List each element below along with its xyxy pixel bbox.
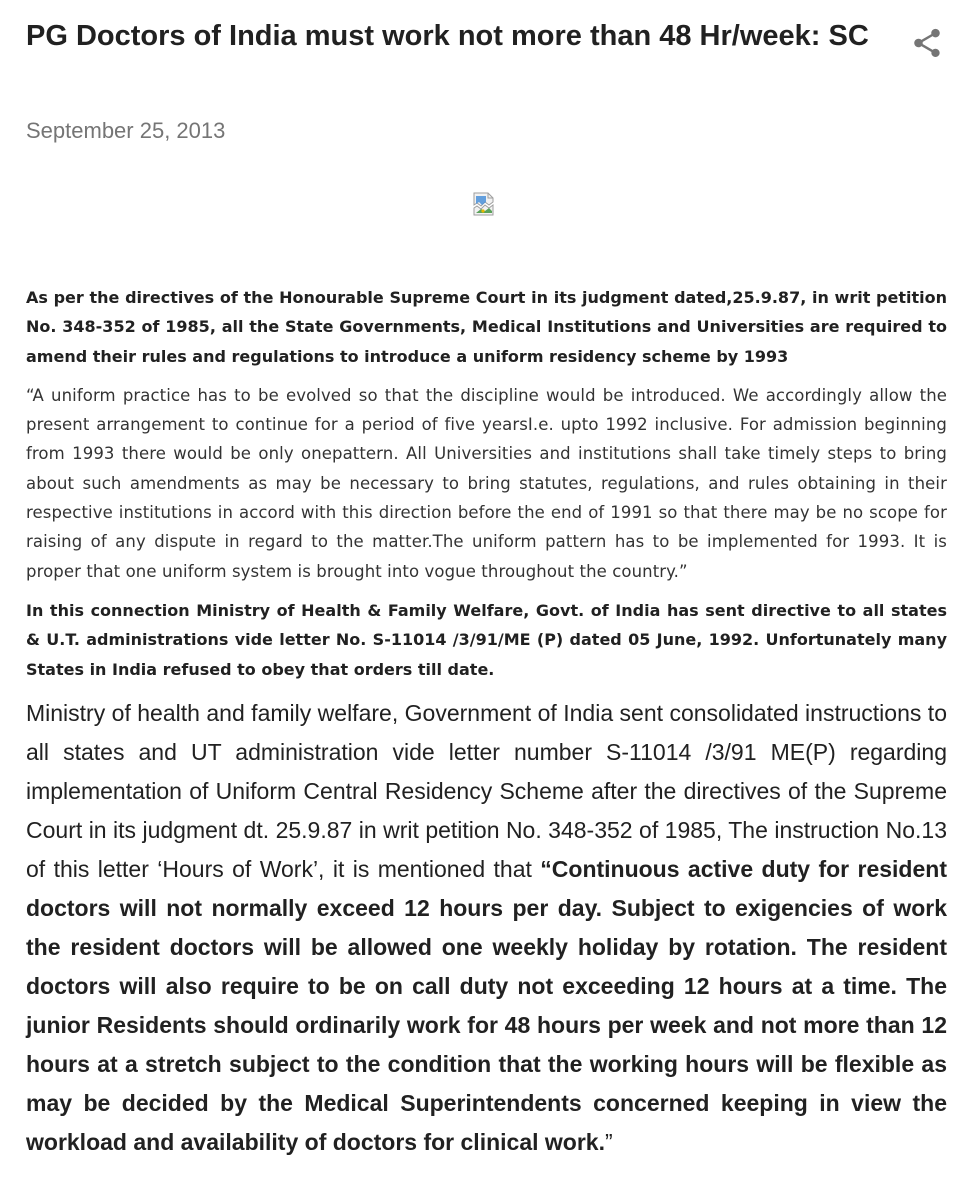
instructions-text: Ministry of health and family welfare, Government of India sent consolidated instructions to all states and UT administration vide letter number S-11014 /3/91 ME(P) regarding implementation of Uniform Central Residency Scheme after the directives of the Supreme Court in its judgment dt. 25.9.87 in writ petition No. 348-352 of 1985, The instruction No.13 of this letter ‘Hours of Work’, it is mentioned that bbox=[26, 699, 947, 882]
paragraph-instructions bbox=[26, 694, 947, 1162]
paragraph-ministry-letter: In this connection Ministry of Health & Family Welfare, Govt. of India has sent directive to all states & U.T. administrations vide letter No. S-11014 /3/91/ME (P) dated 05 June, 1992. Unfortunately many States in India refused to obey that orders till date. bbox=[26, 600, 947, 679]
post-image bbox=[473, 192, 499, 216]
quote-close-mark: ” bbox=[604, 1128, 613, 1155]
paragraph-court-quote: “A uniform practice has to be evolved so that the discipline would be introduced. We accordingly allow the present arrangement to continue for a period of five yearsI.e. upto 1992 inclusive. For admission beginning from 1993 there would be only onepattern. All Universities and institutions shall take timely steps to bring about such amendments as may be necessary to bring statutes, regulations, and rules obtaining in their respective institutions in accord with this direction before the end of 1991 so that there may be no scope for raising of any dispute in regard to the matter.The uniform pattern has to be implemented for 1993. It is proper that one uniform system is brought into vogue throughout the country.” bbox=[26, 385, 947, 581]
broken-image-icon bbox=[473, 192, 499, 216]
share-icon bbox=[910, 26, 944, 60]
share-button[interactable] bbox=[910, 26, 944, 60]
post-title: PG Doctors of India must work not more than 48 Hr/week: SC bbox=[26, 20, 869, 52]
post-header bbox=[26, 20, 886, 53]
post-body bbox=[26, 283, 947, 1162]
quote-open-mark: “ bbox=[540, 855, 552, 882]
post-date: September 25, 2013 bbox=[26, 118, 226, 143]
hours-of-work-quote: Continuous active duty for resident doctors will not normally exceed 12 hours per day. Subject to exigencies of work the resident doctors will be allowed one weekly holiday by rotation. The resident doctors will also require to be on call duty not exceeding 12 hours at a time. The junior Residents should ordinarily work for 48 hours per week and not more than 12 hours at a stretch subject to the condition that the working hours will be flexible as may be decided by the Medical Superintendents concerned keeping in view the workload and availability of doctors for clinical work. bbox=[26, 855, 947, 1155]
paragraph-directive: As per the directives of the Honourable Supreme Court in its judgment dated,25.9.87, in writ petition No. 348-352 of 1985, all the State Governments, Medical Institutions and Universities are required to amend their rules and regulations to introduce a uniform residency scheme by 1993 bbox=[26, 288, 947, 366]
